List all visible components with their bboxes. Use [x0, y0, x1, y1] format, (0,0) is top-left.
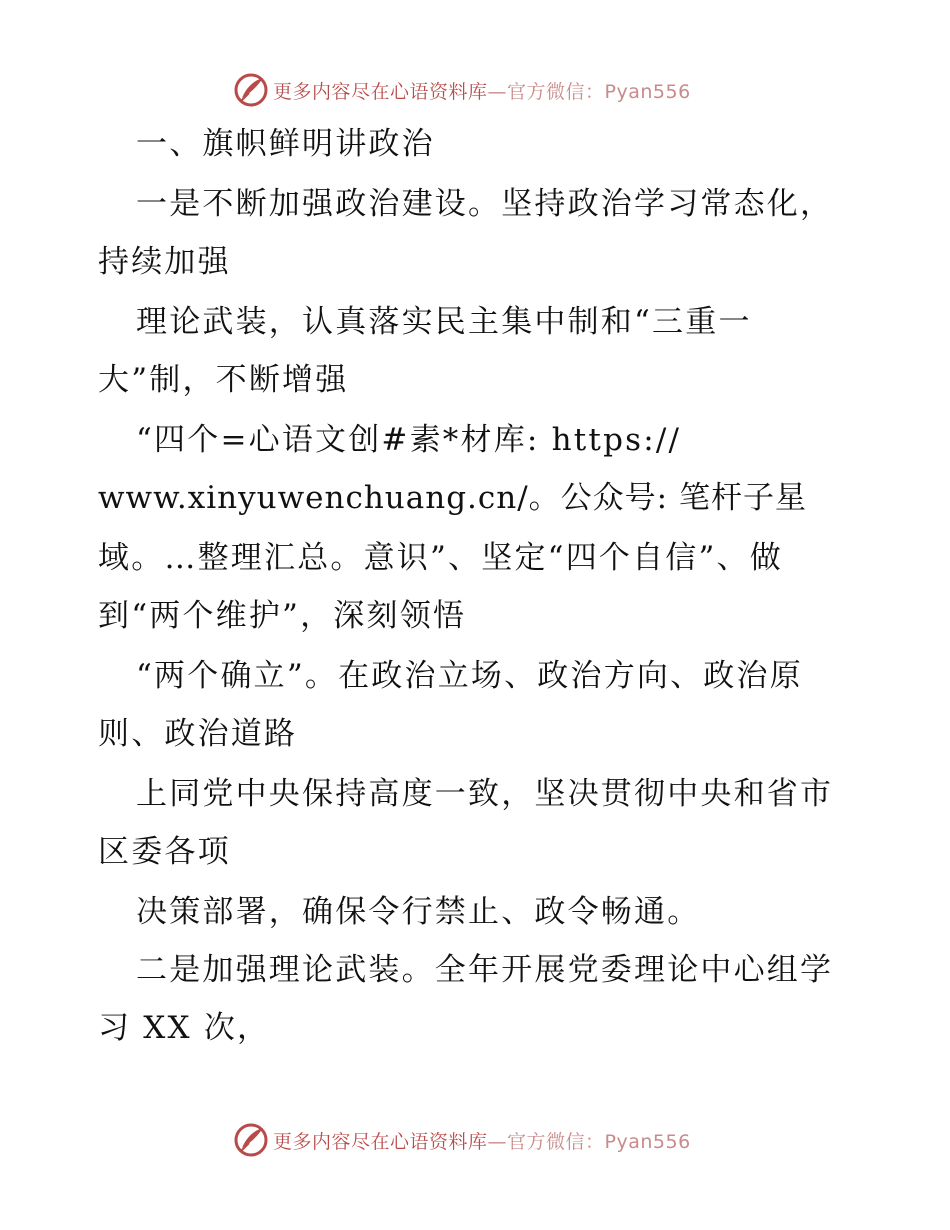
body-line: 则、政治道路 [98, 716, 298, 752]
body-line: 二是加强理论武装。全年开展党委理论中心组学 [136, 952, 834, 988]
body-line: 持续加强 [98, 244, 231, 280]
watermark-footer [233, 1120, 691, 1160]
body-line: 一是不断加强政治建设。坚持政治学习常态化， [136, 186, 834, 222]
body-line: www.xinyuwenchuang.cn/。公众号: 笔杆子星 [98, 480, 807, 516]
watermark-text [273, 77, 691, 104]
body-line: “四个=心语文创#素*材库: https:// [136, 422, 682, 458]
body-line: “两个确立”。在政治立场、政治方向、政治原 [136, 658, 803, 694]
body-line: 理论武装，认真落实民主集中制和“三重一 [136, 304, 752, 340]
watermark-header [233, 70, 691, 110]
body-line: 习 XX 次， [98, 1010, 271, 1046]
watermark-text [273, 1127, 691, 1154]
body-line: 大”制，不断增强 [98, 362, 349, 398]
watermark-rest: —官方微信：Pyan556 [487, 1130, 691, 1153]
body-line: 决策部署，确保令行禁止、政令畅通。 [136, 894, 701, 930]
watermark-lead: 更多内容尽在心语资料库 [273, 80, 488, 103]
body-line: 区委各项 [98, 834, 231, 870]
quill-logo-icon [233, 72, 269, 108]
quill-logo-icon [233, 1122, 269, 1158]
section-heading: 一、旗帜鲜明讲政治 [136, 126, 435, 162]
body-line: 到“两个维护”，深刻领悟 [98, 598, 467, 634]
body-line: 上同党中央保持高度一致，坚决贯彻中央和省市 [136, 776, 834, 812]
body-line: 域。…整理汇总。意识”、坚定“四个自信”、做 [98, 540, 783, 576]
watermark-lead: 更多内容尽在心语资料库 [273, 1130, 488, 1153]
watermark-rest: —官方微信：Pyan556 [487, 80, 691, 103]
